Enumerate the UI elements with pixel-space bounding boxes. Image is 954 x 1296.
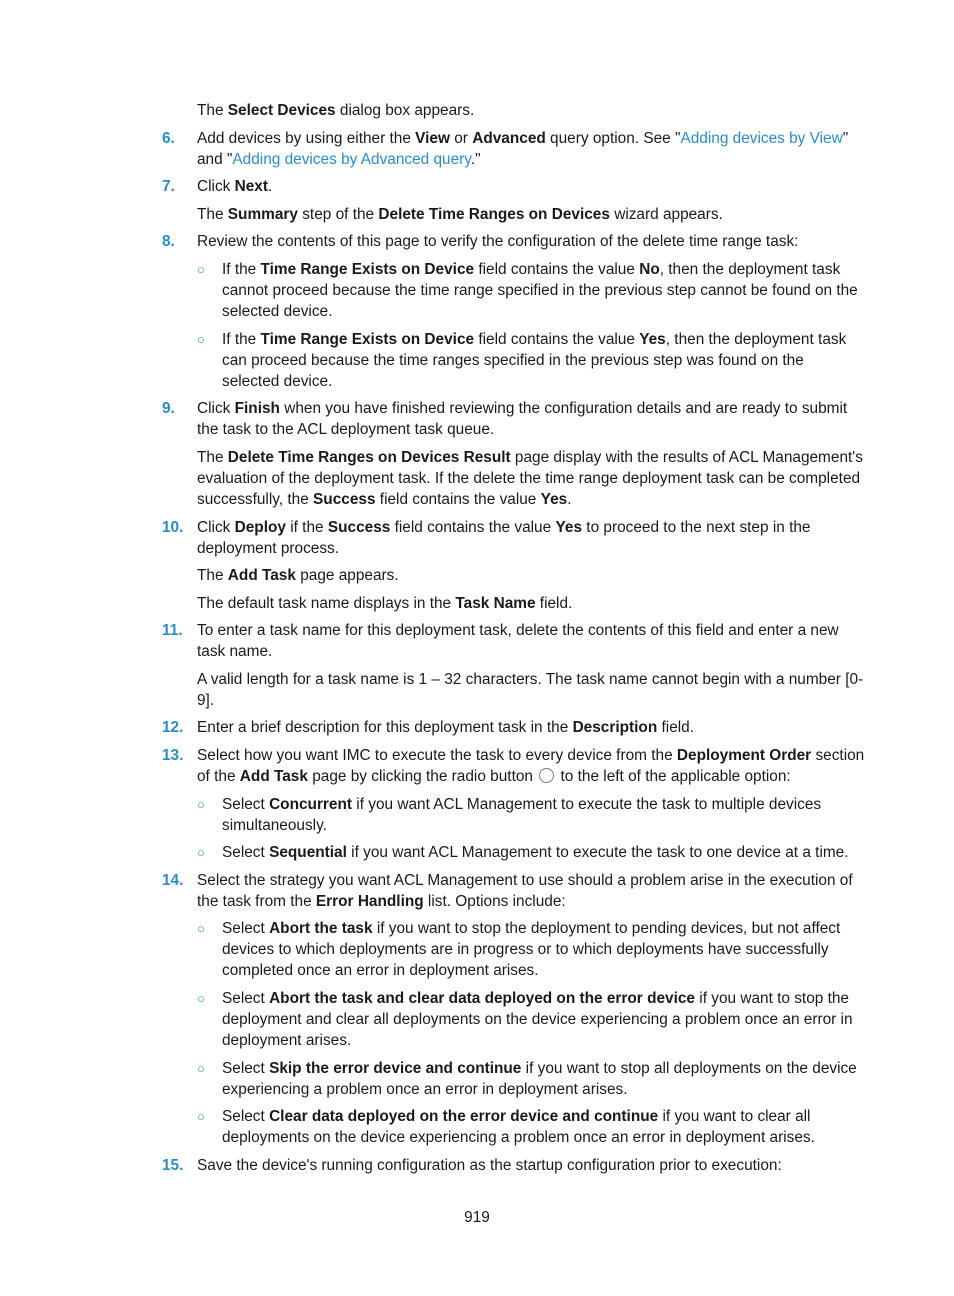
step-number: 6. xyxy=(162,130,175,147)
step-number: 13. xyxy=(162,747,184,764)
step-number: 14. xyxy=(162,872,184,889)
step-number: 10. xyxy=(162,519,184,536)
step-number: 9. xyxy=(162,400,175,417)
step-number: 7. xyxy=(162,178,175,195)
bullet-circle-icon: ○ xyxy=(197,1061,205,1076)
step-text: Save the device's running configuration as the startup configuration prior to execution: xyxy=(197,1157,782,1174)
page-number: 919 xyxy=(464,1209,490,1226)
step-text: Click Finish when you have finished reviewing the configuration details and are ready to submit the task to the ACL deployment task queue. xyxy=(197,400,848,438)
step-text: Enter a brief description for this deployment task in the Description field. xyxy=(197,719,695,736)
bullet-circle-icon: ○ xyxy=(197,845,205,860)
bullet-circle-icon: ○ xyxy=(197,797,205,812)
bullet-circle-icon: ○ xyxy=(197,921,205,936)
step-text: Click Deploy if the Success field contains the value Yes to proceed to the next step in the deployment process. xyxy=(197,519,811,557)
step-text: Add devices by using either the View or Advanced query option. See "Adding devices by View" and "Adding devices by Advanced query." xyxy=(197,130,849,168)
step-number: 12. xyxy=(162,719,184,736)
step-number: 8. xyxy=(162,233,175,250)
document-page: The Select Devices dialog box appears. 6. Add devices by using either the View or Advanced query option. See "Adding devices by View" and "Adding devices by Advanced query." 7. Click Next. The Summary step of the Delete Time Ranges on Devices wizard appears. 8. Review the contents of this page to verify the configuration of the delete time range task: ○ If the Time Range Exists on Device field contains the value No, then the deployment task cannot proceed because the time range specified in the previous step cannot be found on the selected device. ○ If the Time Range Exists on Device field contains the value Yes, then the deployment task can proceed because the time ranges specified in the previous step was found on the selected device. 9. Click Finish when you have finished reviewing the configuration details and are ready to submit the task to the ACL deployment task queue. The Delete Time Ranges on Devices Result page display with the results of ACL Management's evaluation of the deployment task. If the delete the time range deployment task can be completed successfully, the Success field contains the value Yes. 10. Click Deploy if the Success field contains the value Yes to proceed to the next step in the deployment process. The Add Task page appears. The default task name displays in the Task Name field. 11. To enter a task name for this deployment task, delete the contents of this field and enter a new task name. A valid length for a task name is 1 – 32 characters. The task name cannot begin with a number [0-9]. 12. Enter a brief description for this deployment task in the Description field. 13. Select how you want IMC to execute the task to every device from the Deployment Order section of the Add Task page by clicking the radio button to the left of the applicable option: ○ Select Concurrent if you want ACL Management to execute the task to multiple devices simultaneously. ○ Select Sequential if you want ACL Management to execute the task to one device at a time. 14. Select the strategy you want ACL Management to use should a problem arise in the execution of the task from the Error Handling list. Options include: ○ Select Abort the task if you want to stop the deployment to pending devices, but not affect devices to which deployments are in progress or to which deployments have successfully completed once an error in deployment arises. ○ Select Abort the task and clear data deployed on the error device if you want to stop the deployment and clear all deployments on the device experiencing a problem once an error in deployment arises. ○ Select Skip the error device and continue if you want to stop all deployments on the device experiencing a problem once an error in deployment arises. ○ Select Clear data deployed on the error device and continue if you want to clear all deployments on the device experiencing a problem once an error in deployment arises. 15. Save the device's running configuration as the startup configuration prior to execution: 919 xyxy=(0,0,954,1296)
step-text: Review the contents of this page to verify the configuration of the delete time range task: xyxy=(197,233,799,250)
radio-button-icon xyxy=(539,768,554,783)
bullet-circle-icon: ○ xyxy=(197,332,205,347)
bullet-circle-icon: ○ xyxy=(197,1109,205,1124)
step-text: Select the strategy you want ACL Management to use should a problem arise in the execution of the task from the Error Handling list. Options include: xyxy=(197,872,853,910)
step-number: 11. xyxy=(162,622,183,639)
step-text: To enter a task name for this deployment task, delete the contents of this field and enter a new task name. xyxy=(197,622,839,660)
link-adding-devices-by-advanced-query[interactable]: Adding devices by Advanced query xyxy=(232,151,471,168)
step-number: 15. xyxy=(162,1157,184,1174)
bullet-circle-icon: ○ xyxy=(197,262,205,277)
step-text: Click Next. xyxy=(197,178,273,195)
bullet-circle-icon: ○ xyxy=(197,991,205,1006)
link-adding-devices-by-view[interactable]: Adding devices by View xyxy=(680,130,843,147)
step-text: Select how you want IMC to execute the task to every device from the Deployment Order section of the Add Task page by clicking the radio button to the left of the applicable option: xyxy=(197,747,865,785)
